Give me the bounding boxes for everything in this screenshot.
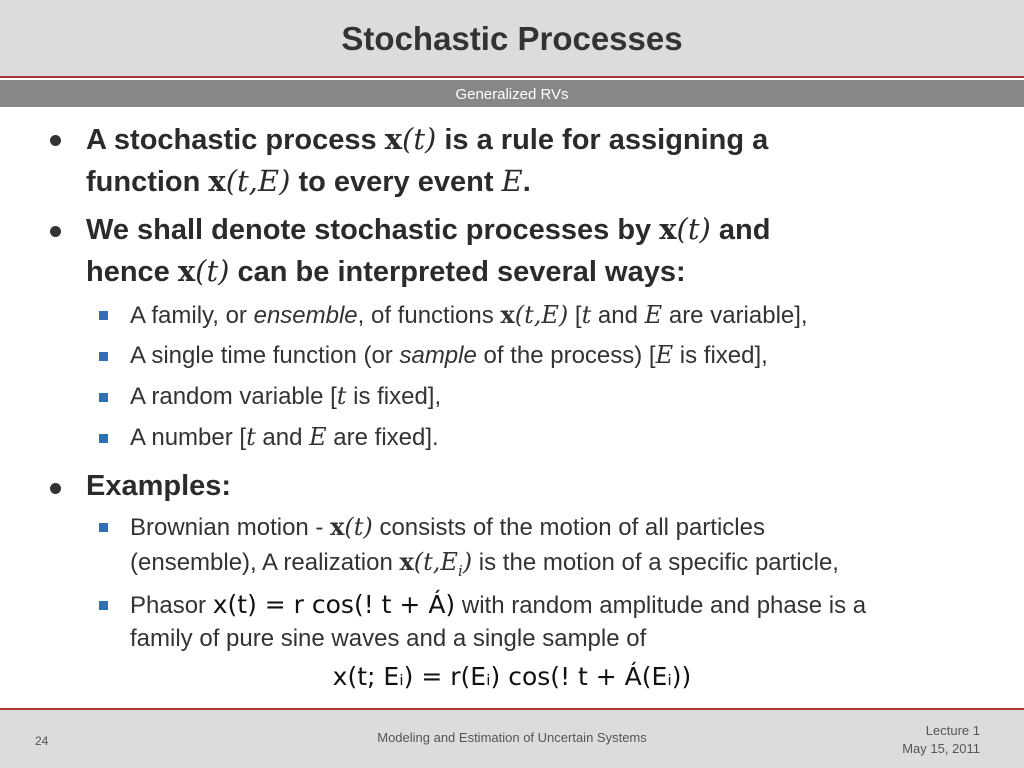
example-phasor-line-1: Phasor x(t) = r cos(! t + Á) with random amplitude and phase is a <box>130 590 867 619</box>
bullet-2-line-1: We shall denote stochastic processes by x(t) and <box>86 212 771 246</box>
bullet-dot-icon <box>50 135 61 146</box>
examples-heading: Examples: <box>86 470 232 502</box>
sub-item-sample: A single time function (or sample of the process) [E is fixed], <box>130 341 768 369</box>
page-number: 24 <box>35 734 49 748</box>
sub-bullet-square-icon <box>99 352 108 361</box>
lecture-date: May 15, 2011 <box>902 741 980 756</box>
bullet-1-line-2: function x(t,E) to every event E. <box>86 164 531 198</box>
example-brownian-line-1: Brownian motion - x(t) consists of the motion of all particles <box>130 512 765 541</box>
sub-bullet-square-icon <box>99 311 108 320</box>
slide-subtitle: Generalized RVs <box>455 86 569 103</box>
sub-bullet-square-icon <box>99 601 108 610</box>
sub-bullet-square-icon <box>99 393 108 402</box>
sub-bullet-square-icon <box>99 523 108 532</box>
lecture-label: Lecture 1 <box>925 723 980 738</box>
slide-title: Stochastic Processes <box>341 20 683 57</box>
sub-item-number: A number [t and E are fixed]. <box>130 423 439 451</box>
sub-item-random-variable: A random variable [t is fixed], <box>130 382 442 410</box>
math-italic: (t) <box>402 122 437 156</box>
lecture-info <box>902 722 980 758</box>
course-title: Modeling and Estimation of Uncertain Systems <box>377 730 647 745</box>
bullet-1-line-1: A stochastic process x(t) is a rule for assigning a <box>86 122 769 156</box>
bullet-dot-icon <box>50 226 61 237</box>
sub-item-ensemble: A family, or ensemble, of functions x(t,E) [t and E are variable], <box>130 300 808 329</box>
phasor-formula: x(t) = r cos(! t + Á) <box>212 590 456 619</box>
sub-bullet-square-icon <box>99 434 108 443</box>
example-brownian-line-2: (ensemble), A realization $x(t,E_i)$ is the motion of a specific particle, <box>130 547 839 580</box>
bullet-dot-icon <box>50 483 61 494</box>
sample-formula: x(t; Eᵢ) = r(Eᵢ) cos(! t + Á(Eᵢ)) <box>332 662 692 691</box>
example-phasor-line-2: family of pure sine waves and a single sample of <box>130 625 647 652</box>
math-bold: x <box>384 122 403 156</box>
bullet-2-line-2: hence x(t) can be interpreted several ways: <box>86 254 686 288</box>
